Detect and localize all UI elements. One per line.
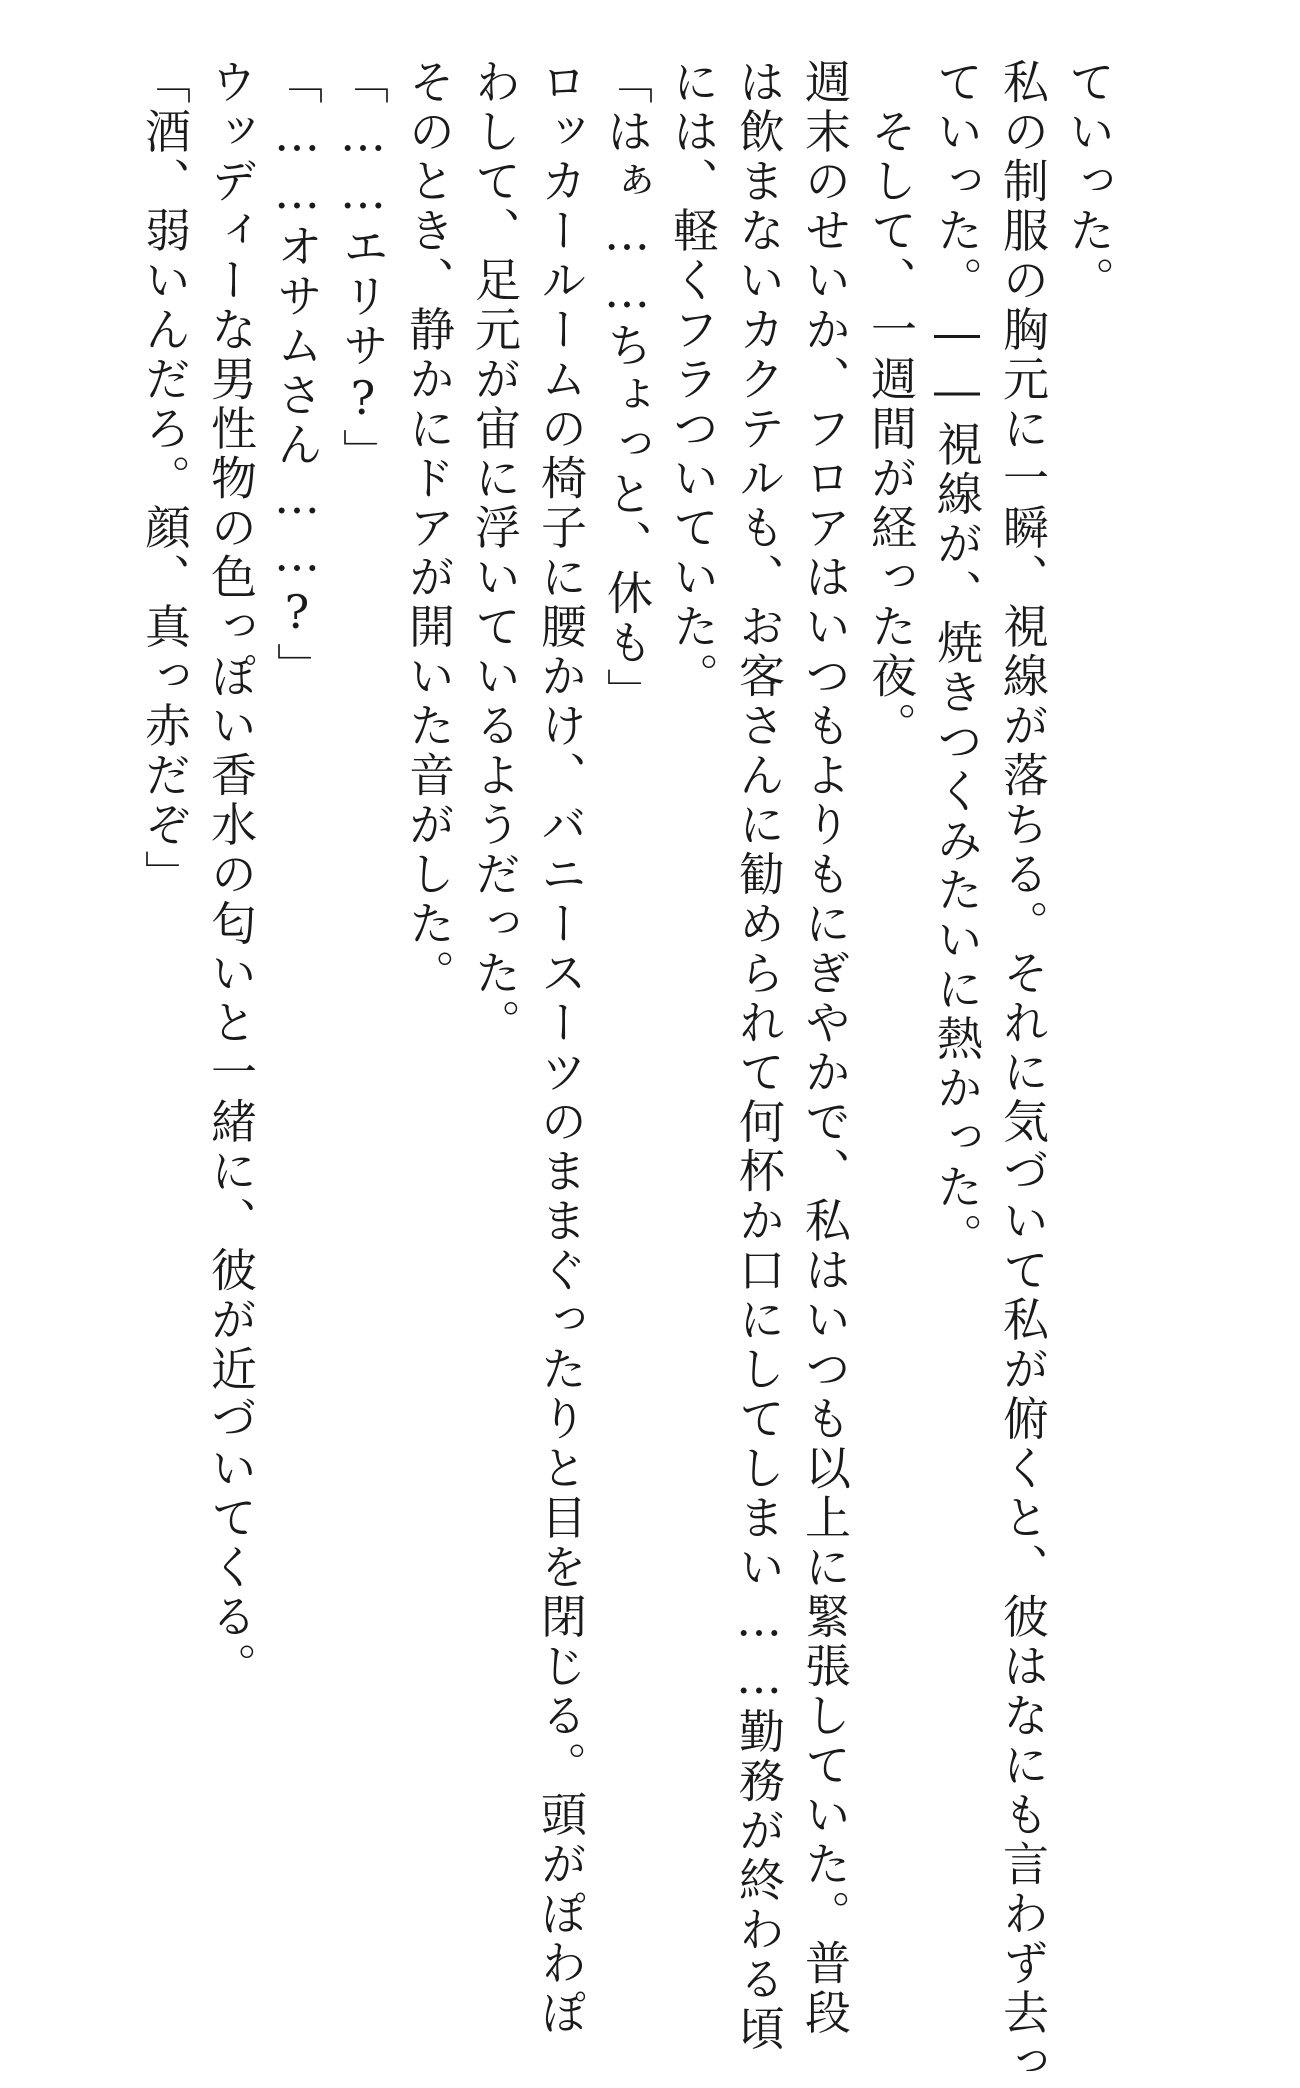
text-line: ウッディーな男性物の色っぽい香水の匂いと一緒に、彼が近づいてくる。 [204,58,258,1692]
text-line: ていった。 [1062,58,1116,306]
text-line: ていった。――視線が、焼きつくみたいに熱かった。 [930,58,984,1262]
text-line: 「……オサムさん……?」 [270,58,324,692]
text-line: 「……エリサ?」 [336,58,390,478]
text-line: ロッカールームの椅子に腰かけ、バニースーツのままぐったりと目を閉じる。頭がぽわぽ [534,58,588,2038]
text-line: には、軽くフラついていた。 [666,58,720,702]
text-line: 私の制服の胸元に一瞬、視線が落ちる。それに気づいて私が俯くと、彼はなにも言わず去っ [996,58,1050,2088]
vertical-text-body [132,58,1122,2088]
text-line: そして、一週間が経った夜。 [864,58,918,751]
text-line: 週末のせいか、フロアはいつもよりもにぎやかで、私はいつも以上に緊張していた。普段 [798,58,852,2038]
text-line: 「酒、弱いんだろ。顔、真っ赤だぞ」 [138,58,192,900]
text-line: 「はぁ……ちょっと、休も」 [600,58,654,718]
text-line: は飲まないカクテルも、お客さんに勧められて何杯か口にしてしまい……勤務が終わる頃 [732,58,786,2054]
text-line: そのとき、静かにドアが開いた音がした。 [402,58,456,999]
text-line: わして、足元が宙に浮いているようだった。 [468,58,522,1048]
